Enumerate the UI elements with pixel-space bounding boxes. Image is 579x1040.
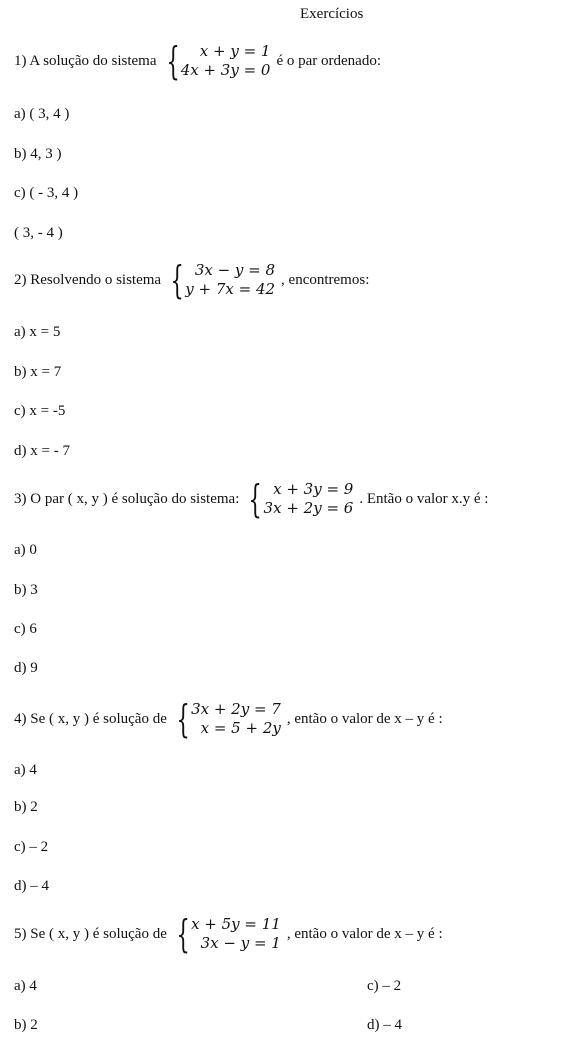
equation-system-1 xyxy=(161,39,271,83)
brace-symbol: { xyxy=(248,477,263,521)
q5-option-b: b) 2 xyxy=(14,1017,38,1033)
brace-symbol: { xyxy=(176,697,190,741)
q1-option-d: ( 3, - 4 ) xyxy=(14,225,63,241)
equation-system-4 xyxy=(171,697,281,741)
equation-2a: 3x − y = 8 xyxy=(194,261,276,279)
q3-option-a: a) 0 xyxy=(14,542,37,558)
equation-1a: x + y = 1 xyxy=(199,42,271,60)
q2-option-a: a) x = 5 xyxy=(14,324,61,340)
q1-option-c: c) ( - 3, 4 ) xyxy=(14,185,79,201)
question-4 xyxy=(14,697,443,741)
q5-option-c: c) – 2 xyxy=(367,978,402,994)
equation-5a: x + 5y = 11 xyxy=(191,915,281,933)
equation-4b: x = 5 + 2y xyxy=(200,719,281,737)
q4-option-a: a) 4 xyxy=(14,762,37,778)
question-4-text: 4) Se ( x, y ) é solução de xyxy=(14,710,167,727)
q5-option-a: a) 4 xyxy=(14,978,37,994)
equation-system-2 xyxy=(165,258,276,302)
question-1-suffix: é o par ordenado: xyxy=(276,52,382,69)
equation-3b: 3x + 2y = 6 xyxy=(263,499,354,517)
question-1 xyxy=(14,39,382,83)
equation-1b: 4x + 3y = 0 xyxy=(180,61,271,79)
q4-option-b: b) 2 xyxy=(14,799,38,815)
question-5 xyxy=(14,912,443,956)
q1-option-b: b) 4, 3 ) xyxy=(14,146,62,162)
q3-option-d: d) 9 xyxy=(14,660,38,676)
question-2-suffix: , encontremos: xyxy=(281,271,370,288)
equation-2b: y + 7x = 42 xyxy=(185,280,276,298)
q3-option-b: b) 3 xyxy=(14,582,38,598)
question-1-text: 1) A solução do sistema xyxy=(14,52,157,69)
q2-option-b: b) x = 7 xyxy=(14,364,62,380)
equation-5b: 3x − y = 1 xyxy=(200,934,281,952)
q3-option-c: c) 6 xyxy=(14,621,37,637)
q1-option-a: a) ( 3, 4 ) xyxy=(14,106,70,122)
equation-4a: 3x + 2y = 7 xyxy=(191,700,281,718)
equation-3a: x + 3y = 9 xyxy=(273,480,354,498)
brace-symbol: { xyxy=(165,39,180,83)
question-2 xyxy=(14,258,370,302)
question-4-suffix: , então o valor de x – y é : xyxy=(286,710,443,727)
question-2-text: 2) Resolvendo o sistema xyxy=(14,271,162,288)
q5-option-d: d) – 4 xyxy=(367,1017,402,1033)
page-title: Exercícios xyxy=(300,6,364,22)
question-5-suffix: , então o valor de x – y é : xyxy=(286,925,443,942)
brace-symbol: { xyxy=(176,912,190,956)
q2-option-d: d) x = - 7 xyxy=(14,443,70,459)
brace-symbol: { xyxy=(170,258,184,302)
equation-system-5 xyxy=(171,912,281,956)
q4-option-d: d) – 4 xyxy=(14,878,49,894)
question-3-text: 3) O par ( x, y ) é solução do sistema: xyxy=(14,490,240,507)
question-3-suffix: . Então o valor x.y é : xyxy=(359,490,489,507)
q2-option-c: c) x = -5 xyxy=(14,403,66,419)
equation-system-3 xyxy=(243,477,354,521)
question-5-text: 5) Se ( x, y ) é solução de xyxy=(14,925,167,942)
question-3 xyxy=(14,477,489,521)
q4-option-c: c) – 2 xyxy=(14,839,49,855)
